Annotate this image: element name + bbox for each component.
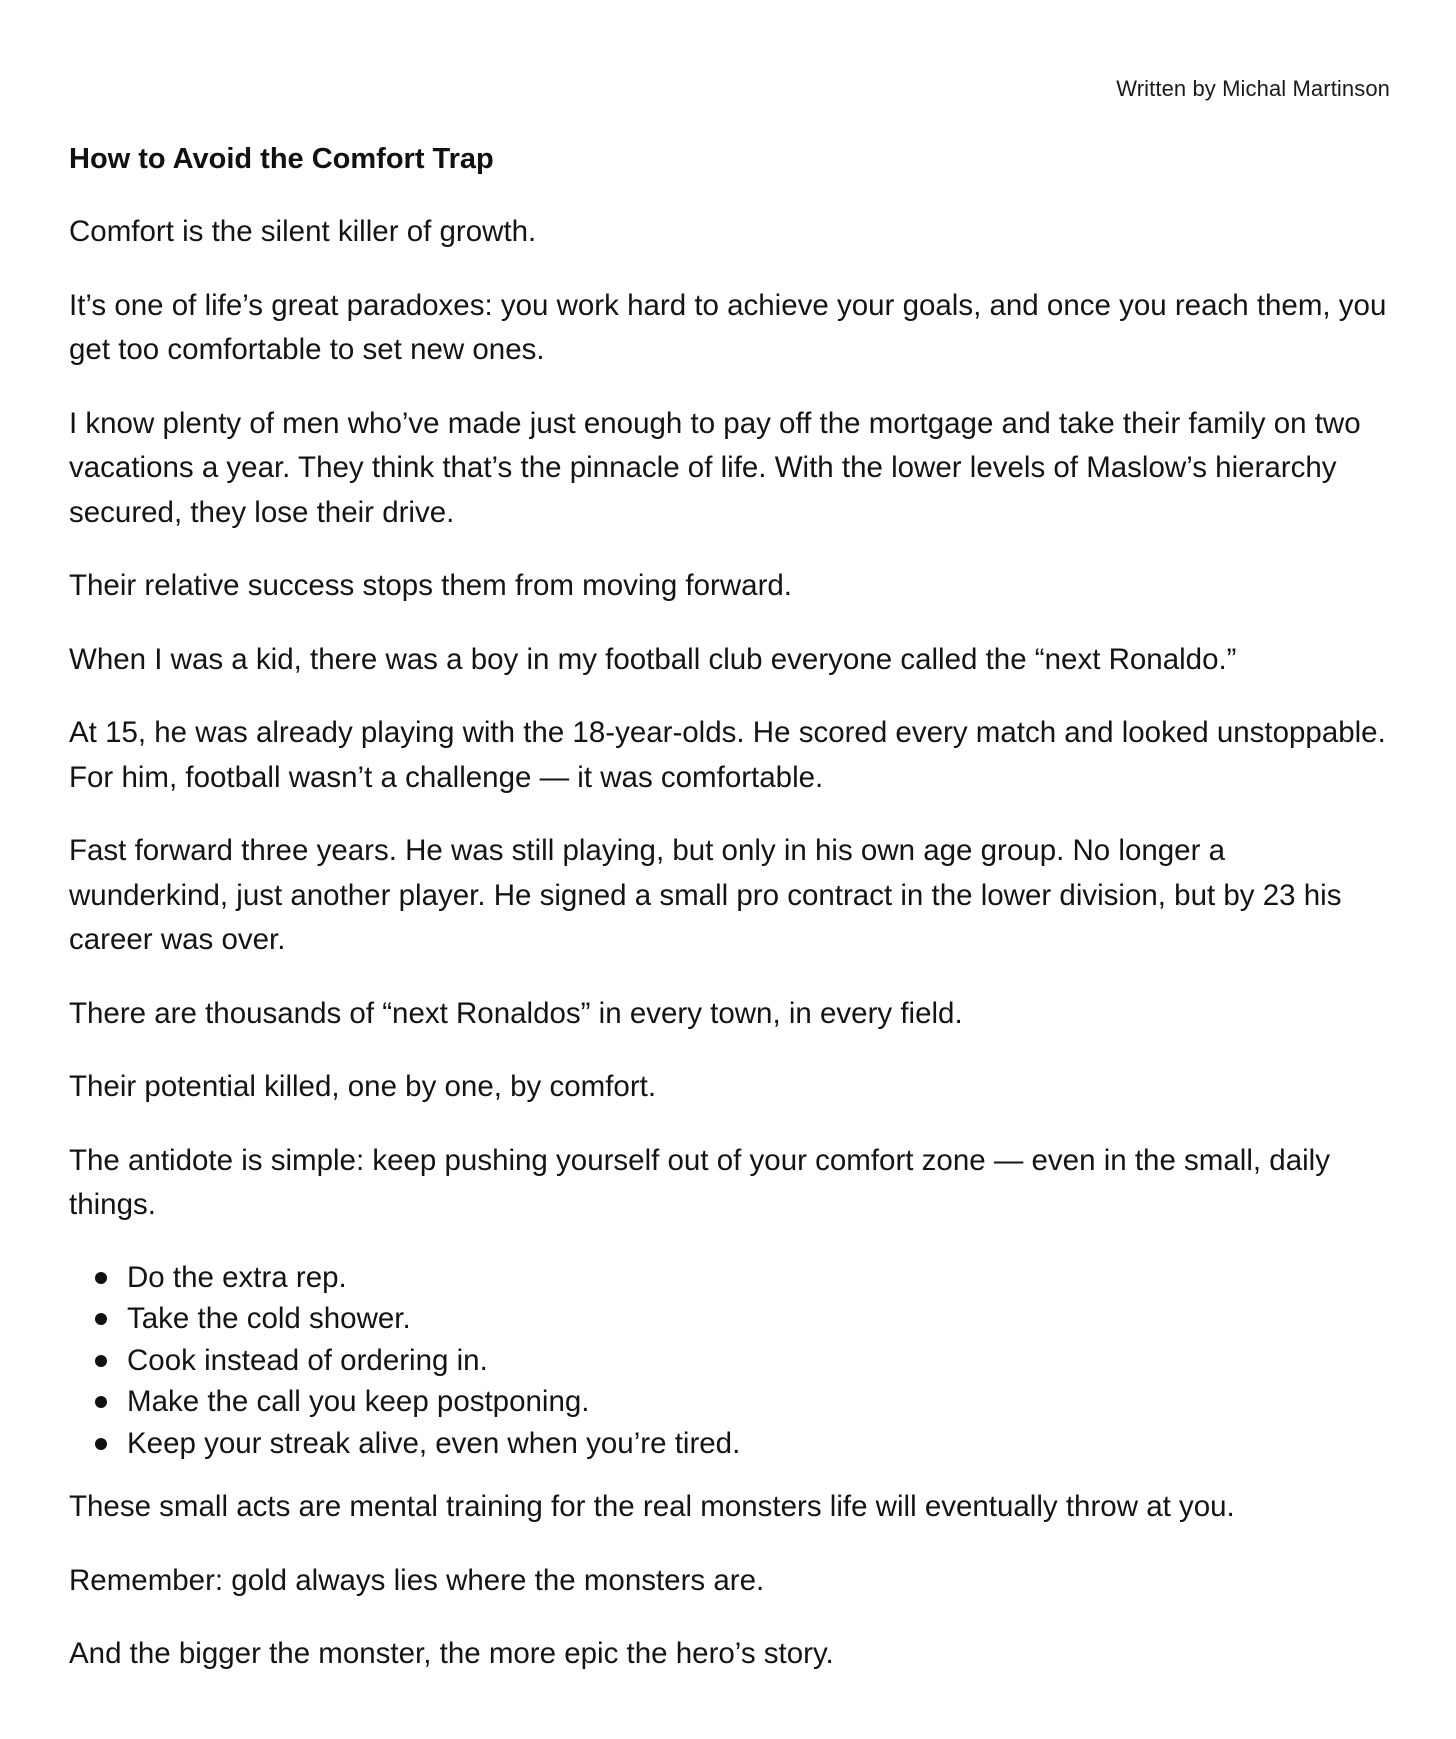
paragraph: Their potential killed, one by one, by comfort. (69, 1070, 657, 1103)
paragraph: When I was a kid, there was a boy in my football club everyone called the “next Ronaldo.” (69, 642, 1237, 676)
paragraph: At 15, he was already playing with the 18-year-olds. He scored every match and looked unstoppable. For him, football wasn’t a challenge — it was comfortable. (69, 716, 1386, 794)
paragraph: Comfort is the silent killer of growth. (69, 215, 537, 248)
bullet-icon (95, 1355, 107, 1367)
list-item-text: Take the cold shower. (127, 1302, 411, 1335)
article-title: How to Avoid the Comfort Trap (69, 143, 494, 175)
paragraph: Fast forward three years. He was still playing, but only in his own age group. No longer a wunderkind, just another player. He signed a small pro contract in the lower division, but by 23 his career was over. (69, 834, 1342, 956)
paragraph: And the bigger the monster, the more epic the hero’s story. (69, 1637, 834, 1670)
bullet-icon (95, 1438, 107, 1450)
list-item-text: Keep your streak alive, even when you’re tired. (127, 1426, 741, 1460)
list-item-text: Cook instead of ordering in. (127, 1343, 488, 1377)
bullet-icon (95, 1396, 107, 1408)
bullet-icon (95, 1313, 107, 1325)
paragraph: These small acts are mental training for the real monsters life will eventually throw at you. (69, 1490, 1235, 1523)
paragraph: There are thousands of “next Ronaldos” in every town, in every field. (69, 996, 963, 1030)
article-body (69, 140, 1389, 1706)
paragraph: I know plenty of men who’ve made just enough to pay off the mortgage and take their family on two vacations a year. They think that’s the pinnacle of life. With the lower levels of Maslow’s hierarchy secured, they lose their drive. (69, 406, 1361, 529)
paragraph: The antidote is simple: keep pushing yourself out of your comfort zone — even in the small, daily things. (69, 1143, 1330, 1221)
bullet-icon (95, 1272, 107, 1284)
list-item (127, 1423, 1389, 1465)
list-item (127, 1381, 1389, 1423)
paragraph: Remember: gold always lies where the monsters are. (69, 1563, 765, 1597)
list-item (127, 1340, 1389, 1382)
list-item-text: Do the extra rep. (127, 1260, 347, 1294)
paragraph: Their relative success stops them from moving forward. (69, 569, 792, 602)
list-item (127, 1298, 1389, 1340)
author-byline: Written by Michal Martinson (1116, 76, 1390, 101)
list-item-text: Make the call you keep postponing. (127, 1385, 590, 1418)
paragraph: It’s one of life’s great paradoxes: you work hard to achieve your goals, and once you reach them, you get too comfortable to set new ones. (69, 288, 1387, 366)
tips-list (69, 1257, 1389, 1465)
list-item (127, 1257, 1389, 1299)
